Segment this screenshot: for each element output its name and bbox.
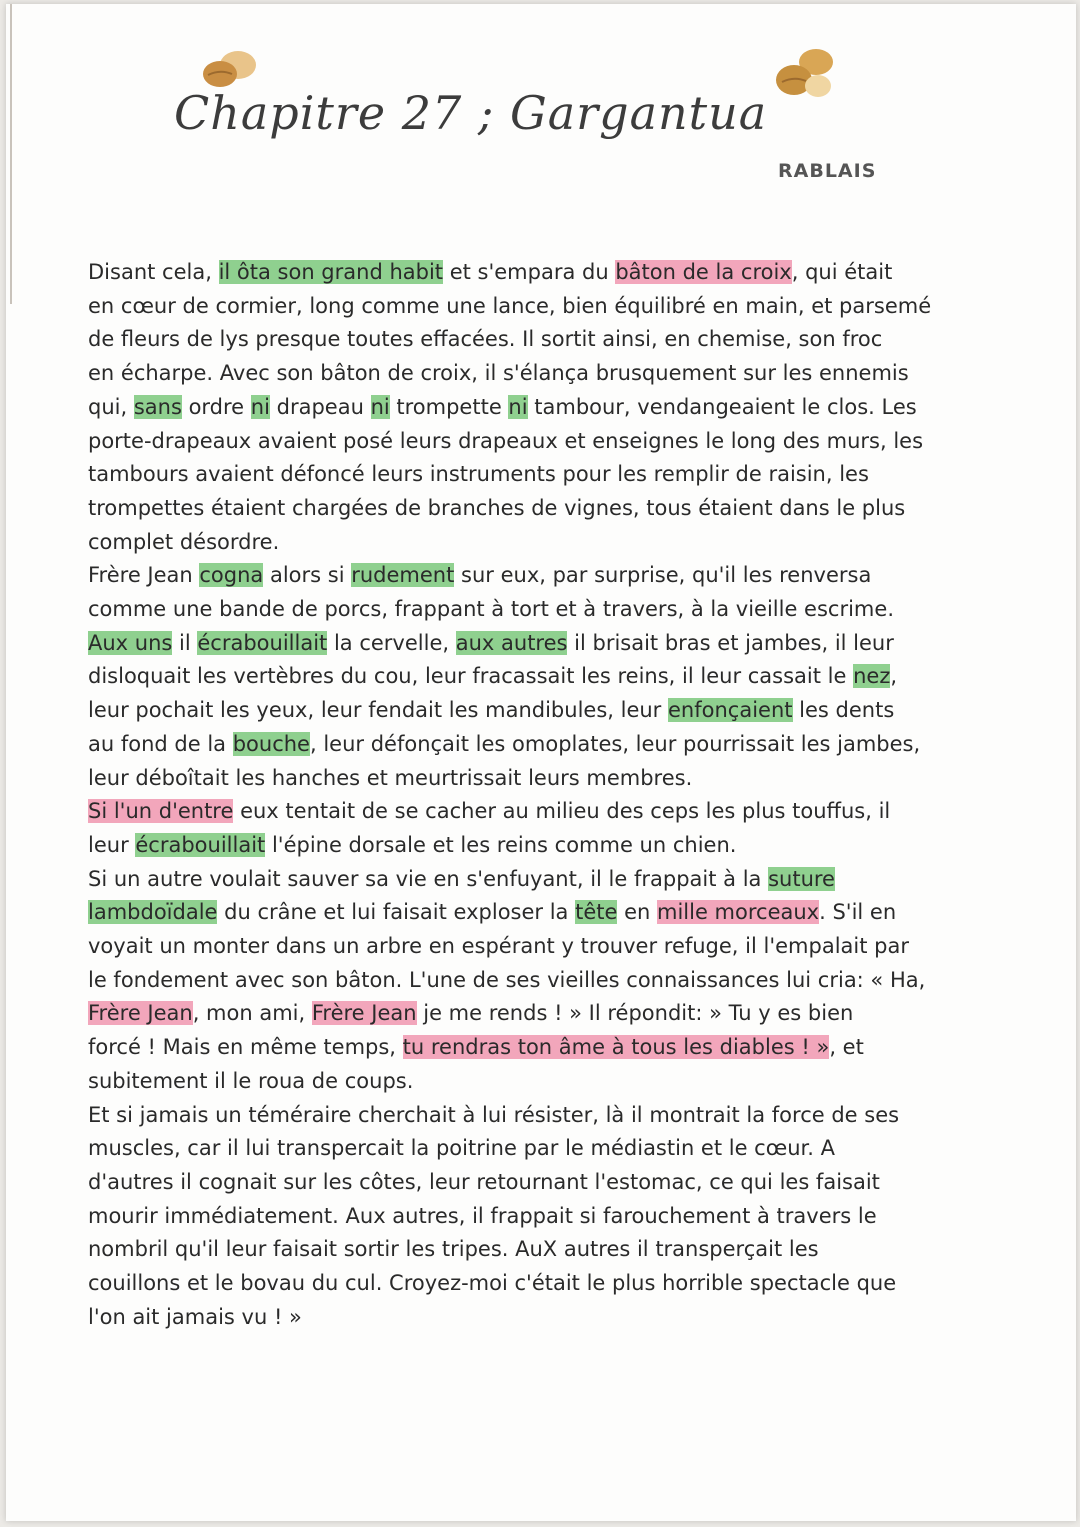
paragraph-1 (88, 256, 988, 559)
highlight-green: sans (133, 394, 182, 419)
text-line (88, 829, 988, 863)
text-run: forcé ! Mais en même temps, (88, 1035, 403, 1060)
highlight-green: cogna (199, 563, 264, 588)
text-run: alors si (263, 563, 352, 588)
text-run: les dents (792, 698, 895, 723)
text-line: voyait un monter dans un arbre en espérant y trouver refuge, il l'empalait par (88, 934, 909, 959)
highlight-green: enfonçaient (668, 698, 793, 723)
highlight-pink: Frère Jean (311, 1001, 417, 1026)
text-run: eux tentait de se cacher au milieu des ceps les plus touffus, il (233, 799, 891, 824)
text-line (88, 728, 988, 762)
paragraph-2 (88, 559, 988, 795)
text-run: . S'il en (819, 900, 897, 925)
binder-edge (10, 4, 12, 304)
text-line: mourir immédiatement. Aux autres, il frappait si farouchement à travers le (88, 1203, 877, 1228)
text-line: muscles, car il lui transpercait la poitrine par le médiastin et le cœur. A (88, 1136, 835, 1161)
text-run: qui, (88, 394, 134, 419)
text-run: au fond de la (88, 731, 233, 756)
text-run: trompette (389, 394, 509, 419)
highlight-green: aux autres (455, 630, 568, 655)
highlight-green: ni (250, 394, 270, 419)
text-line: de fleurs de lys presque toutes effacées. Il sortit ainsi, en chemise, son froc (88, 327, 883, 352)
text-line (88, 795, 988, 829)
text-line: en cœur de cormier, long comme une lance, bien équilibré en main, et parsemé (88, 293, 932, 318)
text-line: d'autres il cognait sur les côtes, leur retournant l'estomac, ce qui les faisait (88, 1169, 880, 1194)
text-run: il (172, 630, 198, 655)
text-line (88, 694, 988, 728)
text-line: leur déboîtait les hanches et meurtrissait leurs membres. (88, 765, 693, 790)
text-run: disloquait les vertèbres du cou, leur fracassait les reins, il leur cassait le (88, 664, 854, 689)
passage-text (88, 256, 988, 1335)
text-line (88, 391, 988, 425)
text-run: , leur défonçait les omoplates, leur pourrissait les jambes, (309, 731, 921, 756)
highlight-green: tête (575, 900, 618, 925)
text-line: en écharpe. Avec son bâton de croix, il s'élança brusquement sur les ennemis (88, 361, 909, 386)
text-line (88, 863, 988, 897)
paragraph-5 (88, 1099, 988, 1335)
paragraph-4 (88, 863, 988, 1099)
text-run: leur (88, 832, 136, 857)
text-run: Si un autre voulait sauver sa vie en s'enfuyant, il le frappait à la (88, 866, 769, 891)
text-line: trompettes étaient chargées de branches de vignes, tous étaient dans le plus (88, 495, 906, 520)
text-line: tambours avaient défoncé leurs instruments pour les remplir de raisin, les (88, 462, 869, 487)
highlight-green: rudement (351, 563, 455, 588)
page-title: Chapitre 27 ; Gargantua (174, 86, 768, 140)
text-line (88, 997, 988, 1031)
text-run: , qui était (791, 260, 893, 284)
coffee-beans-decoration-right (772, 46, 842, 106)
highlight-green: écrabouillait (135, 832, 266, 857)
text-line: le fondement avec son bâton. L'une de ses vieilles connaissances lui cria: « Ha, (88, 967, 926, 992)
text-run: , (890, 664, 898, 689)
highlight-pink: bâton de la croix (615, 260, 792, 284)
text-run: l'épine dorsale et les reins comme un chien. (265, 832, 737, 857)
text-line (88, 559, 988, 593)
text-line: couillons et le bovau du cul. Croyez-moi c'était le plus horrible spectacle que (88, 1271, 897, 1296)
text-line: l'on ait jamais vu ! » (88, 1304, 302, 1329)
paragraph-3 (88, 795, 988, 862)
text-run: sur eux, par surprise, qu'il les renversa (454, 563, 872, 588)
text-run: il brisait bras et jambes, il leur (567, 630, 894, 655)
text-run: ordre (181, 394, 251, 419)
text-run: , mon ami, (192, 1001, 312, 1026)
highlight-green: ni (508, 394, 528, 419)
document-page (6, 4, 1076, 1521)
text-run: Frère Jean (88, 563, 200, 588)
text-run: drapeau (269, 394, 371, 419)
author-name: RABLAIS (778, 160, 877, 182)
text-run: la cervelle, (327, 630, 456, 655)
highlight-green: suture (768, 866, 835, 891)
text-line (88, 256, 988, 290)
text-run: je me rends ! » Il répondit: » Tu y es bien (416, 1001, 854, 1026)
text-line (88, 1031, 988, 1065)
text-line: subitement il le roua de coups. (88, 1068, 414, 1093)
text-line (88, 896, 988, 930)
text-line: Et si jamais un téméraire cherchait à lui résister, là il montrait la force de ses (88, 1102, 900, 1127)
text-line: complet désordre. (88, 529, 280, 554)
text-run: Disant cela, (88, 260, 219, 284)
highlight-green: écrabouillait (197, 630, 328, 655)
highlight-pink: tu rendras ton âme à tous les diables ! » (402, 1035, 830, 1060)
text-line: nombril qu'il leur faisait sortir les tripes. AuX autres il transperçait les (88, 1237, 819, 1262)
text-run: et s'empara du (443, 260, 616, 284)
highlight-pink: mille morceaux (657, 900, 820, 925)
text-run: , et (829, 1035, 864, 1060)
highlight-green: il ôta son grand habit (218, 260, 444, 284)
highlight-pink: Frère Jean (88, 1001, 193, 1026)
text-line: porte-drapeaux avaient posé leurs drapeaux et enseignes le long des murs, les (88, 428, 924, 453)
highlight-green: ni (370, 394, 390, 419)
highlight-pink: Si l'un d'entre (88, 799, 234, 824)
text-run: en (617, 900, 657, 925)
highlight-green: bouche (232, 731, 310, 756)
text-line (88, 627, 988, 661)
text-run: du crâne et lui faisait exploser la (217, 900, 576, 925)
highlight-green: nez (853, 664, 891, 689)
text-run: tambour, vendangeaient le clos. Les (527, 394, 917, 419)
text-run: leur pochait les yeux, leur fendait les mandibules, leur (88, 698, 668, 723)
highlight-green: lambdoïdale (88, 900, 218, 925)
text-line: comme une bande de porcs, frappant à tort et à travers, à la vieille escrime. (88, 597, 894, 622)
text-line (88, 660, 988, 694)
highlight-green: Aux uns (88, 630, 173, 655)
